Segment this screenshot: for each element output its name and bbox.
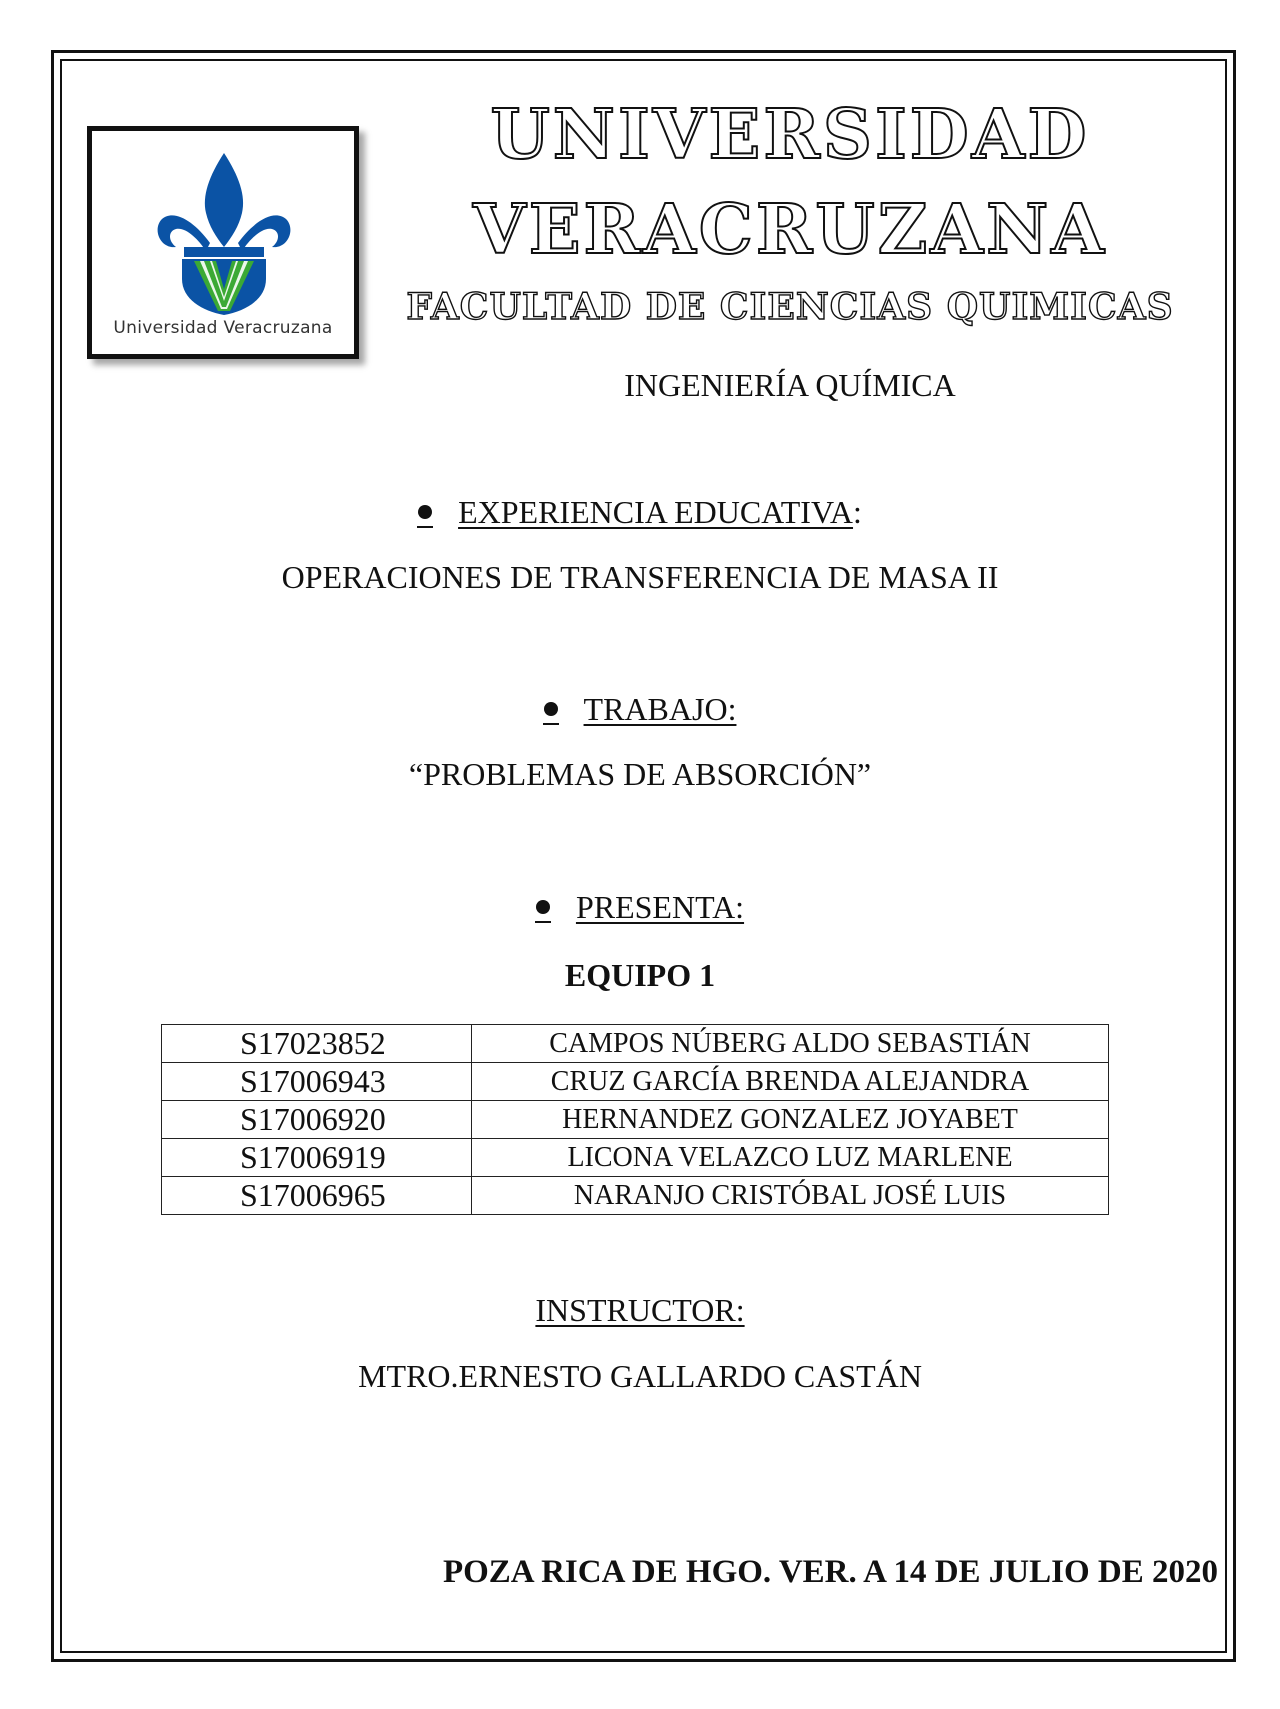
table-row <box>162 1063 1109 1101</box>
bullet-icon <box>418 505 432 519</box>
course-colon: : <box>853 494 862 530</box>
instructor-heading <box>0 1292 1280 1329</box>
faculty-title: FACULTAD DE CIENCIAS QUIMICAS <box>406 286 1174 328</box>
instructor-label: INSTRUCTOR: <box>535 1292 745 1328</box>
table-row <box>162 1139 1109 1177</box>
instructor-name: MTRO.ERNESTO GALLARDO CASTÁN <box>358 1358 922 1394</box>
place-date: POZA RICA DE HGO. VER. A 14 DE JULIO DE 2020 <box>442 1554 1218 1590</box>
university-title-line1: UNIVERSIDAD <box>490 95 1090 175</box>
table-row <box>162 1101 1109 1139</box>
member-name: CAMPOS NÚBERG ALDO SEBASTIÁN <box>472 1025 1109 1063</box>
work-value: “PROBLEMAS DE ABSORCIÓN” <box>408 756 872 792</box>
career-title: INGENIERÍA QUÍMICA <box>624 367 956 403</box>
work-label: TRABAJO: <box>583 691 737 727</box>
member-name: LICONA VELAZCO LUZ MARLENE <box>472 1139 1109 1177</box>
logo-caption: Universidad Veracruzana <box>113 318 333 338</box>
table-row <box>162 1025 1109 1063</box>
presents-label: PRESENTA: <box>575 889 745 925</box>
member-name: HERNANDEZ GONZALEZ JOYABET <box>472 1101 1109 1139</box>
team-name: EQUIPO 1 <box>564 957 716 993</box>
member-id: S17006965 <box>162 1177 472 1215</box>
member-id: S17006920 <box>162 1101 472 1139</box>
member-id: S17023852 <box>162 1025 472 1063</box>
work-heading <box>0 691 1280 728</box>
university-title-line2: VERACRUZANA <box>472 190 1108 270</box>
fleur-de-lis-icon <box>154 151 294 316</box>
bullet-icon <box>544 702 558 716</box>
member-name: CRUZ GARCÍA BRENDA ALEJANDRA <box>472 1063 1109 1101</box>
bullet-icon <box>536 900 550 914</box>
course-heading <box>0 494 1280 531</box>
member-id: S17006943 <box>162 1063 472 1101</box>
table-row <box>162 1177 1109 1215</box>
members-table <box>161 1024 1109 1215</box>
presents-heading <box>0 889 1280 926</box>
course-label: EXPERIENCIA EDUCATIVA <box>458 494 854 530</box>
course-value: OPERACIONES DE TRANSFERENCIA DE MASA II <box>281 559 999 595</box>
member-name: NARANJO CRISTÓBAL JOSÉ LUIS <box>472 1177 1109 1215</box>
member-id: S17006919 <box>162 1139 472 1177</box>
university-logo <box>87 126 359 359</box>
